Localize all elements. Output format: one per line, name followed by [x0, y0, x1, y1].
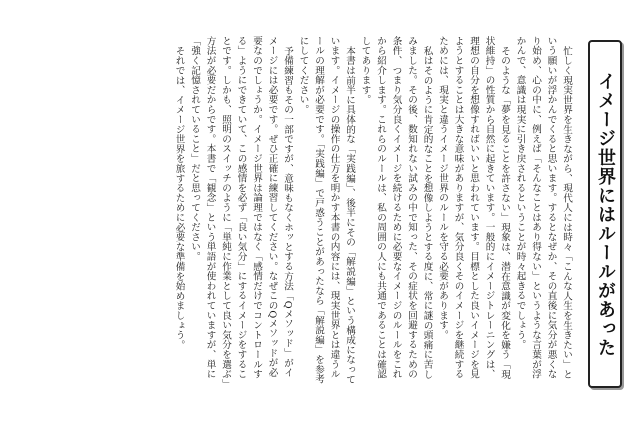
paragraph: それでは、イメージ世界を旅するために必要な準備を始めましょう。	[173, 45, 185, 350]
paragraph: 私はそのように肯定的なことを想像しようとする度に、常に謎の頭痛に苦しみました。その後、数知れない試みの中で知った、その症状を回避するための条件、つまり気分良くイメージを続けるために必要なイメージのルールをこれから紹介します。これらのルールは、私の周囲の人にも共通であることは確認してあります。	[359, 36, 433, 379]
paragraph: そのような「夢を見ることを許さない」現象は、潜在意識が変化を嫌う「現状維持」の性質から自然に起きています。一般的にイメージトレーニングは、理想の自分を想像すればいいと思われています。目標とした良いイメージを見ようとすることは大きな意味がありますが、気分良くそのイメージを継続するためには、現実と違うイメージ世界のルールを守る必要があります。	[437, 36, 510, 379]
paragraph: 忙しく現実世界を生きながら、現代人には時々「こんな人生を生きたい」という願いが浮かんでくると思います。するとなぜか、その直後に気分が悪くなり始め、心の中に、例えば「そんなことはあり得ない」というような言葉が浮かんで、意識は現実に引き戻されるということが時々起きるでしょう。	[514, 36, 572, 379]
chapter-title-box	[588, 40, 622, 388]
chapter-title: イメージ世界にはルールがあった	[595, 71, 616, 357]
paragraph: 予備練習もその一部ですが、意味もなくホッとする方法「Qメソッド」がイメージには必要です。ぜひ正確に練習してください。なぜこのQメソッドが必要なのでしょうか。イメージ世界は論理ではなく「感情だけでコントロールする」ようにできていて、この感情を必ず「良い気分」にするイメージをすることです。しかも、照明のスイッチのように「単純に作業として良い気分を選ぶ」方法が必要だからです。本書で「観念」という単語が使われていますが、単に「強く記憶されていること」だと思ってください。	[189, 36, 293, 384]
body-text	[34, 36, 574, 386]
paragraph: 本書は前半に具体的な「実践編」、後半にその「解説編」という構成になっています。イメージの操作の仕方を明かす本書の内容には、現実世界とは違うルールの理解が必要です。「実践編」で戸惑うことがあったなら「解説編」を参考にしてください。	[297, 36, 355, 384]
